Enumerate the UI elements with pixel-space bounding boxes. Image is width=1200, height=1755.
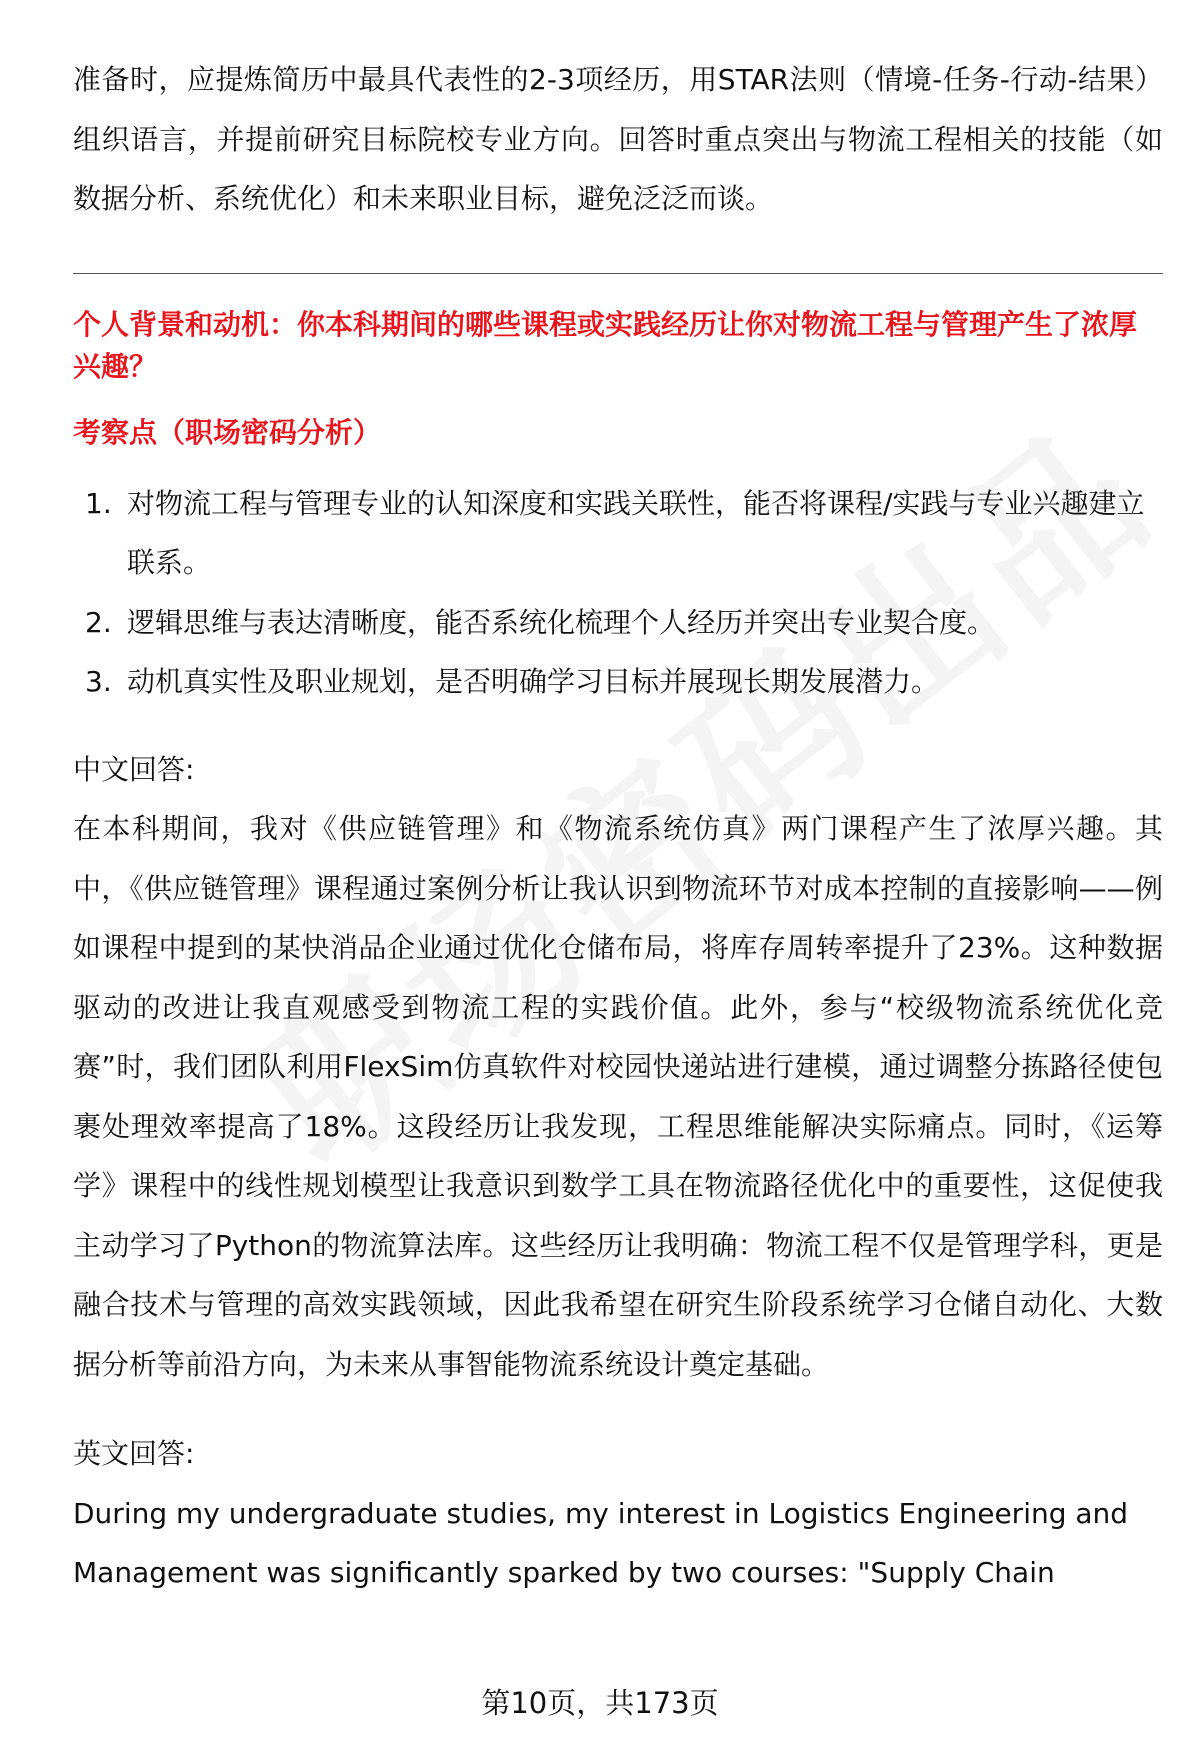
list-item — [73, 652, 1163, 712]
list-item-number: 3. — [85, 665, 112, 698]
page-number-footer: 第10页，共173页 — [481, 1686, 719, 1720]
list-item-number: 1. — [85, 486, 112, 520]
question-heading: 个人背景和动机：你本科期间的哪些课程或实践经历让你对物流工程与管理产生了浓厚兴趣？ — [73, 307, 1138, 383]
chinese-answer: 在本科期间，我对《供应链管理》和《物流系统仿真》两门课程产生了浓厚兴趣。其中，《供应链管理》课程通过案例分析让我认识到物流环节对成本控制的直接影响——例如课程中提到的某快消品企业通过优化仓储布局，将库存周转率提升了23%。这种数据驱动的改进让我直观感受到物流工程的实践价值。此外，参与“校级物流系统优化竞赛”时，我们团队利用FlexSim仿真软件对校园快递站进行建模，通过调整分拣路径使包裹处理效率提高了18%。这段经历让我发现，工程思维能解决实际痛点。同时，《运筹学》课程中的线性规划模型让我意识到数学工具在物流路径优化中的重要性，这促使我主动学习了Python的物流算法库。这些经历让我明确：物流工程不仅是管理学科，更是融合技术与管理的高效实践领域，因此我希望在研究生阶段系统学习仓储自动化、大数据分析等前沿方向，为未来从事智能物流系统设计奠定基础。 — [73, 812, 1163, 1381]
list-item-number: 2. — [85, 605, 112, 639]
list-item-text: 对物流工程与管理专业的认知深度和实践关联性，能否将课程/实践与专业兴趣建立联系。 — [127, 486, 1145, 579]
list-item — [73, 593, 1163, 653]
section-divider — [73, 273, 1163, 274]
english-answer: During my undergraduate studies, my interest in Logistics Engineering and Management was significantly sparked by two courses: "Supply Chain — [73, 1496, 1129, 1589]
assessment-points-list — [73, 474, 1163, 712]
assessment-points-title: 考察点（职场密码分析） — [73, 415, 382, 449]
english-answer-label: 英文回答: — [73, 1437, 195, 1470]
list-item-text: 动机真实性及职业规划，是否明确学习目标并展现长期发展潜力。 — [127, 665, 940, 698]
list-item-text: 逻辑思维与表达清晰度，能否系统化梳理个人经历并突出专业契合度。 — [127, 605, 996, 639]
document-page — [73, 50, 1163, 1603]
intro-paragraph: 准备时，应提炼简历中最具代表性的2-3项经历，用STAR法则（情境-任务-行动-结果）组织语言，并提前研究目标院校专业方向。回答时重点突出与物流工程相关的技能（如数据分析、系统优化）和未来职业目标，避免泛泛而谈。 — [73, 63, 1163, 215]
list-item — [73, 474, 1163, 593]
chinese-answer-label: 中文回答: — [73, 752, 195, 786]
